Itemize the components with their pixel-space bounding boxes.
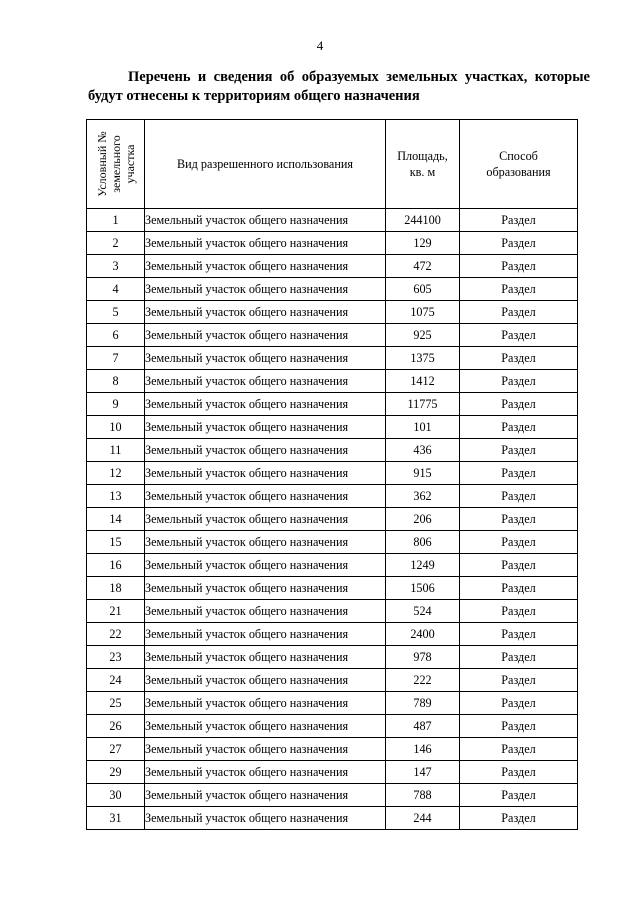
cell-permitted-use: Земельный участок общего назначения bbox=[145, 646, 386, 669]
cell-formation-method: Раздел bbox=[460, 761, 578, 784]
cell-permitted-use: Земельный участок общего назначения bbox=[145, 807, 386, 830]
table-row bbox=[87, 209, 578, 232]
cell-plot-number: 12 bbox=[87, 462, 145, 485]
cell-permitted-use: Земельный участок общего назначения bbox=[145, 278, 386, 301]
cell-plot-number: 29 bbox=[87, 761, 145, 784]
cell-formation-method: Раздел bbox=[460, 324, 578, 347]
cell-plot-number: 10 bbox=[87, 416, 145, 439]
table-row bbox=[87, 393, 578, 416]
cell-formation-method: Раздел bbox=[460, 485, 578, 508]
cell-plot-number: 26 bbox=[87, 715, 145, 738]
cell-area: 11775 bbox=[386, 393, 460, 416]
cell-area: 524 bbox=[386, 600, 460, 623]
cell-formation-method: Раздел bbox=[460, 393, 578, 416]
cell-plot-number: 31 bbox=[87, 807, 145, 830]
cell-plot-number: 18 bbox=[87, 577, 145, 600]
title-line-1: Перечень и сведения об образуемых земельных участках, которые bbox=[128, 69, 590, 85]
cell-permitted-use: Земельный участок общего назначения bbox=[145, 692, 386, 715]
cell-plot-number: 14 bbox=[87, 508, 145, 531]
cell-permitted-use: Земельный участок общего назначения bbox=[145, 738, 386, 761]
document-title bbox=[88, 68, 590, 106]
cell-formation-method: Раздел bbox=[460, 669, 578, 692]
cell-formation-method: Раздел bbox=[460, 278, 578, 301]
cell-plot-number: 22 bbox=[87, 623, 145, 646]
cell-permitted-use: Земельный участок общего назначения bbox=[145, 531, 386, 554]
table-row bbox=[87, 232, 578, 255]
cell-formation-method: Раздел bbox=[460, 347, 578, 370]
cell-permitted-use: Земельный участок общего назначения bbox=[145, 784, 386, 807]
cell-area: 101 bbox=[386, 416, 460, 439]
cell-area: 2400 bbox=[386, 623, 460, 646]
cell-plot-number: 27 bbox=[87, 738, 145, 761]
cell-formation-method: Раздел bbox=[460, 301, 578, 324]
table-row bbox=[87, 370, 578, 393]
cell-plot-number: 30 bbox=[87, 784, 145, 807]
cell-permitted-use: Земельный участок общего назначения bbox=[145, 761, 386, 784]
cell-permitted-use: Земельный участок общего назначения bbox=[145, 370, 386, 393]
cell-formation-method: Раздел bbox=[460, 577, 578, 600]
cell-plot-number: 2 bbox=[87, 232, 145, 255]
cell-area: 436 bbox=[386, 439, 460, 462]
cell-formation-method: Раздел bbox=[460, 738, 578, 761]
cell-area: 789 bbox=[386, 692, 460, 715]
cell-permitted-use: Земельный участок общего назначения bbox=[145, 347, 386, 370]
cell-formation-method: Раздел bbox=[460, 600, 578, 623]
table-row bbox=[87, 738, 578, 761]
table-row bbox=[87, 807, 578, 830]
cell-formation-method: Раздел bbox=[460, 416, 578, 439]
cell-plot-number: 15 bbox=[87, 531, 145, 554]
cell-formation-method: Раздел bbox=[460, 807, 578, 830]
cell-plot-number: 9 bbox=[87, 393, 145, 416]
cell-formation-method: Раздел bbox=[460, 255, 578, 278]
cell-plot-number: 24 bbox=[87, 669, 145, 692]
cell-permitted-use: Земельный участок общего назначения bbox=[145, 393, 386, 416]
cell-plot-number: 21 bbox=[87, 600, 145, 623]
cell-permitted-use: Земельный участок общего назначения bbox=[145, 600, 386, 623]
cell-area: 1075 bbox=[386, 301, 460, 324]
cell-area: 362 bbox=[386, 485, 460, 508]
cell-area: 147 bbox=[386, 761, 460, 784]
table-body bbox=[87, 209, 578, 830]
header-plot-number-label: Условный № земельного участка bbox=[95, 131, 137, 197]
cell-permitted-use: Земельный участок общего назначения bbox=[145, 669, 386, 692]
cell-permitted-use: Земельный участок общего назначения bbox=[145, 715, 386, 738]
page-number: 4 bbox=[316, 38, 324, 53]
header-permitted-use: Вид разрешенного использования bbox=[145, 120, 386, 209]
table-row bbox=[87, 485, 578, 508]
cell-formation-method: Раздел bbox=[460, 784, 578, 807]
cell-area: 244 bbox=[386, 807, 460, 830]
table-row bbox=[87, 600, 578, 623]
cell-plot-number: 6 bbox=[87, 324, 145, 347]
cell-plot-number: 13 bbox=[87, 485, 145, 508]
cell-permitted-use: Земельный участок общего назначения bbox=[145, 577, 386, 600]
cell-permitted-use: Земельный участок общего назначения bbox=[145, 508, 386, 531]
cell-permitted-use: Земельный участок общего назначения bbox=[145, 462, 386, 485]
cell-permitted-use: Земельный участок общего назначения bbox=[145, 439, 386, 462]
table-row bbox=[87, 278, 578, 301]
table-row bbox=[87, 784, 578, 807]
table-row bbox=[87, 462, 578, 485]
table-row bbox=[87, 439, 578, 462]
cell-area: 244100 bbox=[386, 209, 460, 232]
cell-plot-number: 5 bbox=[87, 301, 145, 324]
cell-area: 146 bbox=[386, 738, 460, 761]
table-row bbox=[87, 301, 578, 324]
cell-permitted-use: Земельный участок общего назначения bbox=[145, 554, 386, 577]
table-row bbox=[87, 416, 578, 439]
cell-plot-number: 25 bbox=[87, 692, 145, 715]
table-row bbox=[87, 255, 578, 278]
title-line-2: будут отнесены к территориям общего назначения bbox=[88, 88, 420, 104]
cell-plot-number: 23 bbox=[87, 646, 145, 669]
table-row bbox=[87, 715, 578, 738]
cell-permitted-use: Земельный участок общего назначения bbox=[145, 324, 386, 347]
cell-area: 1412 bbox=[386, 370, 460, 393]
cell-formation-method: Раздел bbox=[460, 232, 578, 255]
cell-formation-method: Раздел bbox=[460, 715, 578, 738]
cell-plot-number: 8 bbox=[87, 370, 145, 393]
cell-area: 806 bbox=[386, 531, 460, 554]
header-area: Площадь, кв. м bbox=[386, 120, 460, 209]
table-row bbox=[87, 554, 578, 577]
cell-area: 978 bbox=[386, 646, 460, 669]
cell-plot-number: 7 bbox=[87, 347, 145, 370]
cell-permitted-use: Земельный участок общего назначения bbox=[145, 209, 386, 232]
cell-area: 472 bbox=[386, 255, 460, 278]
table-row bbox=[87, 324, 578, 347]
table-row bbox=[87, 577, 578, 600]
cell-plot-number: 11 bbox=[87, 439, 145, 462]
cell-formation-method: Раздел bbox=[460, 370, 578, 393]
cell-area: 915 bbox=[386, 462, 460, 485]
table-row bbox=[87, 646, 578, 669]
cell-area: 788 bbox=[386, 784, 460, 807]
cell-permitted-use: Земельный участок общего назначения bbox=[145, 255, 386, 278]
cell-formation-method: Раздел bbox=[460, 692, 578, 715]
header-plot-number bbox=[87, 120, 145, 209]
table-row bbox=[87, 623, 578, 646]
table-row bbox=[87, 669, 578, 692]
cell-permitted-use: Земельный участок общего назначения bbox=[145, 301, 386, 324]
table-row bbox=[87, 347, 578, 370]
cell-area: 1375 bbox=[386, 347, 460, 370]
cell-formation-method: Раздел bbox=[460, 531, 578, 554]
table-row bbox=[87, 508, 578, 531]
cell-area: 1249 bbox=[386, 554, 460, 577]
cell-plot-number: 1 bbox=[87, 209, 145, 232]
cell-formation-method: Раздел bbox=[460, 439, 578, 462]
cell-formation-method: Раздел bbox=[460, 508, 578, 531]
table-header-row bbox=[87, 120, 578, 209]
cell-formation-method: Раздел bbox=[460, 462, 578, 485]
cell-permitted-use: Земельный участок общего назначения bbox=[145, 485, 386, 508]
land-plots-table bbox=[86, 119, 578, 830]
cell-permitted-use: Земельный участок общего назначения bbox=[145, 416, 386, 439]
cell-area: 222 bbox=[386, 669, 460, 692]
cell-plot-number: 16 bbox=[87, 554, 145, 577]
cell-permitted-use: Земельный участок общего назначения bbox=[145, 623, 386, 646]
cell-area: 206 bbox=[386, 508, 460, 531]
cell-formation-method: Раздел bbox=[460, 623, 578, 646]
cell-area: 925 bbox=[386, 324, 460, 347]
table-row bbox=[87, 531, 578, 554]
table-row bbox=[87, 692, 578, 715]
header-formation-method: Способ образования bbox=[460, 120, 578, 209]
cell-formation-method: Раздел bbox=[460, 646, 578, 669]
cell-area: 1506 bbox=[386, 577, 460, 600]
cell-plot-number: 3 bbox=[87, 255, 145, 278]
cell-formation-method: Раздел bbox=[460, 554, 578, 577]
cell-plot-number: 4 bbox=[87, 278, 145, 301]
cell-formation-method: Раздел bbox=[460, 209, 578, 232]
cell-permitted-use: Земельный участок общего назначения bbox=[145, 232, 386, 255]
cell-area: 129 bbox=[386, 232, 460, 255]
cell-area: 605 bbox=[386, 278, 460, 301]
cell-area: 487 bbox=[386, 715, 460, 738]
table-row bbox=[87, 761, 578, 784]
